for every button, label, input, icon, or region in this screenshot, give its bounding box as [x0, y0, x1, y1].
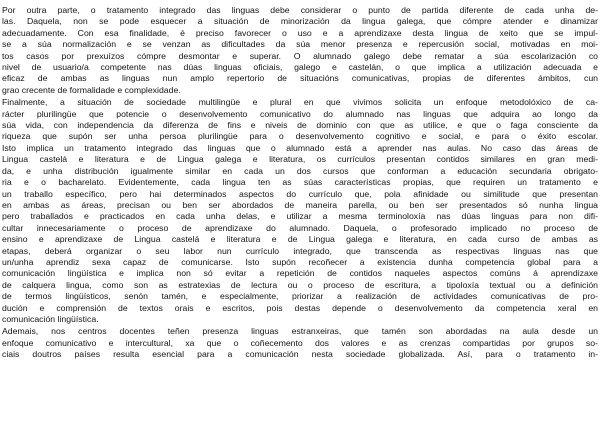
text-line: de calquera lingua, como son as estratexias de lectura ou o proceso de escritura, a tipoloxía textual ou a definición — [2, 279, 598, 290]
text-line: da, e unha distribución igualmente similar en cada un dos cursos que conforman a educación secundaria obrigato- — [2, 165, 598, 176]
text-line: comunicación lingüística. — [2, 313, 99, 324]
text-line: ria e o bacharelato. Evidentemente, cada lingua ten as súas características propias, que requiren un tratamento e — [2, 177, 598, 188]
text-line: en ambas as áreas, precisan ou ben ser abordados de maneira parella, ou ben ser presentados só nunha lingua — [2, 199, 598, 210]
paragraph — [2, 326, 598, 360]
text-line: ciais doutros países resulta esencial para a comunicación nesta sociedade globalizada. Así, para o tratamento in- — [2, 349, 598, 360]
text-line: etapas, deberá organizar o seu labor nun currículo integrado, que transcenda as respectivas linguas nas que — [2, 245, 598, 256]
text-line: comunicación lingüística e implica non só evitar a repetición de contidos naqueles aspectos comúns á aprendizaxe — [2, 268, 598, 279]
text-line: nivel de usuario/a competente nas dúas linguas oficiais, galego e castelán, o que implica a utilización adecuada e — [2, 62, 598, 73]
text-line: Finalmente, a situación de sociedade multilingüe e plural en que vivimos solicita un enfoque metodolóxico de ca- — [2, 97, 598, 108]
text-line: las. Daquela, non se pode esquecer a situación de minorización da lingua galega, que cómpre atender e dinamizar — [2, 16, 598, 27]
text-line: se a súa normalización e se venzan as dificultades da súa menor presenza e repercusión social, motivadas en moi- — [2, 39, 598, 50]
text-line: Por outra parte, o tratamento integrado das linguas debe considerar o punto de partida diferente de cada unha de- — [2, 5, 598, 15]
text-line: Ademais, nos centros docentes teñen presenza linguas estranxeiras, que tamén son abordadas na aula desde un — [2, 326, 598, 337]
text-line: enfoque comunicativo e intercultural, xa que o coñecemento dos valores e as crenzas compartidas por grupos so- — [2, 337, 598, 348]
text-line: rácter plurilingüe que potencie o desenvolvemento comunicativo do alumnado nas linguas que adquira ao longo da — [2, 108, 598, 119]
text-line: pero traballados e practicados en cada unha delas, e utilizar a mesma terminoloxía nas dúas linguas para non difi- — [2, 211, 598, 222]
text-line: dución e comprensión de textos orais e escritos, pois destas depende o desenvolvemento da competencia xeral en — [2, 302, 598, 313]
text-line: grao crecente de formalidade e complexidade. — [2, 84, 181, 95]
text-line: ensino e aprendizaxe de Lingua castelá e literatura e de Lingua galega e literatura, en cada curso de ambas as — [2, 234, 598, 245]
text-line: riqueza que supón ser unha persoa plurilingüe para o desenvolvemento cognitivo e social, e para o éxito escolar. — [2, 131, 598, 142]
text-line: Lingua castelá e literatura e de Lingua galega e literatura, os currículos presentan contidos similares en gran medi- — [2, 154, 598, 165]
text-line: un traballo específico, pero hai determinados aspectos do currículo que, pola afinidade ou similitude que presentan — [2, 188, 598, 199]
text-line: un/unha aprendiz sexa capaz de comunicarse. Isto supón recoñecer a existencia dunha competencia global para a — [2, 256, 598, 267]
text-line: cultar innecesariamente o proceso de aprendizaxe do alumnado. Daquela, o profesorado implicado no proceso de — [2, 222, 598, 233]
text-line: eficaz de ambas as linguas nun amplo repertorio de situacións comunicativas, propias de diferentes ámbitos, cun — [2, 73, 598, 84]
text-line: tos casos por prexuízos cómpre desmontar e superar. O alumnado galego debe rematar a súa escolarización co — [2, 50, 598, 61]
text-line: Isto implica un tratamento integrado das linguas que o alumnado está a aprender nas aulas. No caso das áreas de — [2, 142, 598, 153]
paragraph — [2, 5, 598, 96]
text-line: de termos lingüísticos, senón tamén, e especialmente, priorizar a realización de actividades comunicativas de pro- — [2, 291, 598, 302]
text-line: adecuadamente. Con esa finalidade, é preciso favorecer o uso e a aprendizaxe desta lingua de xeito que se impul- — [2, 27, 598, 38]
paragraph — [2, 97, 598, 325]
text-line: súa vida, con independencia da diferenza de fins e niveis de dominio con que as utilice, e que o faga consciente da — [2, 120, 598, 131]
document-page — [2, 5, 598, 362]
